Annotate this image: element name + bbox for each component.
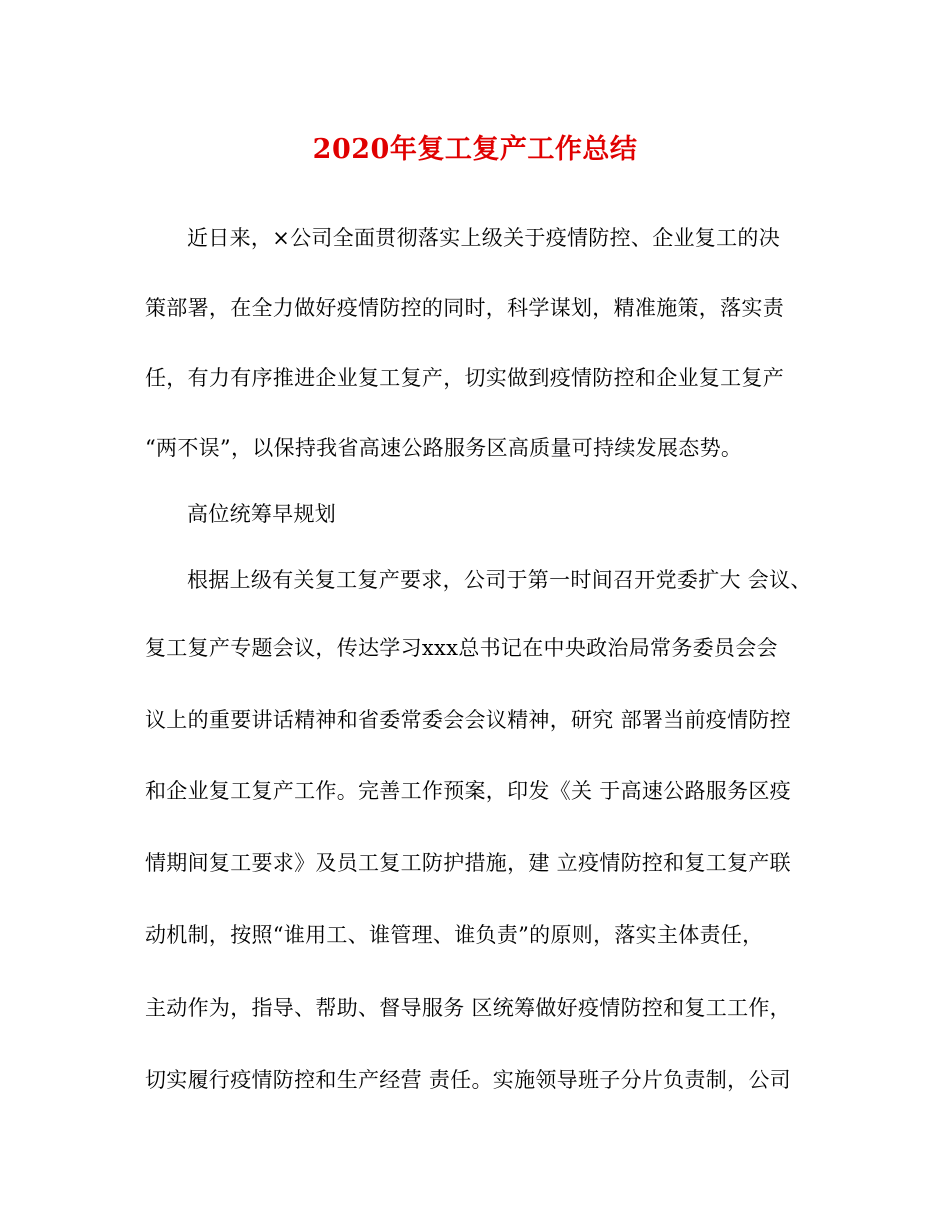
paragraph-line: 主动作为，指导、帮助、督导服务 区统筹做好疫情防控和复工工作， [145, 996, 791, 1020]
paragraph-line: 切实履行疫情防控和生产经营 责任。实施领导班子分片负责制，公司 [145, 1068, 791, 1092]
paragraph-line: “两不误”，以保持我省高速公路服务区高质量可持续发展态势。 [145, 436, 743, 460]
paragraph-line: 策部署，在全力做好疫情防控的同时，科学谋划，精准施策，落实责 [145, 296, 784, 320]
paragraph-line: 复工复产专题会议，传达学习xxx总书记在中央政治局常务委员会会 [145, 636, 778, 660]
paragraph-line: 和企业复工复产工作。完善工作预案，印发《关 于高速公路服务区疫 [145, 779, 791, 803]
section-heading: 高位统筹早规划 [187, 502, 337, 526]
document-title: 2020年复工复产工作总结 [312, 134, 638, 165]
paragraph-line: 情期间复工要求》及员工复工防护措施，建 立疫情防控和复工复产联 [145, 851, 791, 875]
paragraph-line: 任，有力有序推进企业复工复产，切实做到疫情防控和企业复工复产 [145, 366, 784, 390]
paragraph-line: 近日来，×公司全面贯彻落实上级关于疫情防控、企业复工的决 [187, 226, 780, 250]
paragraph-line: 根据上级有关复工复产要求，公司于第一时间召开党委扩大 会议、 [187, 568, 812, 592]
paragraph-line: 议上的重要讲话精神和省委常委会会议精神，研究 部署当前疫情防控 [145, 708, 791, 732]
paragraph-line: 动机制，按照“谁用工、谁管理、谁负责”的原则，落实主体责任， [145, 923, 764, 947]
